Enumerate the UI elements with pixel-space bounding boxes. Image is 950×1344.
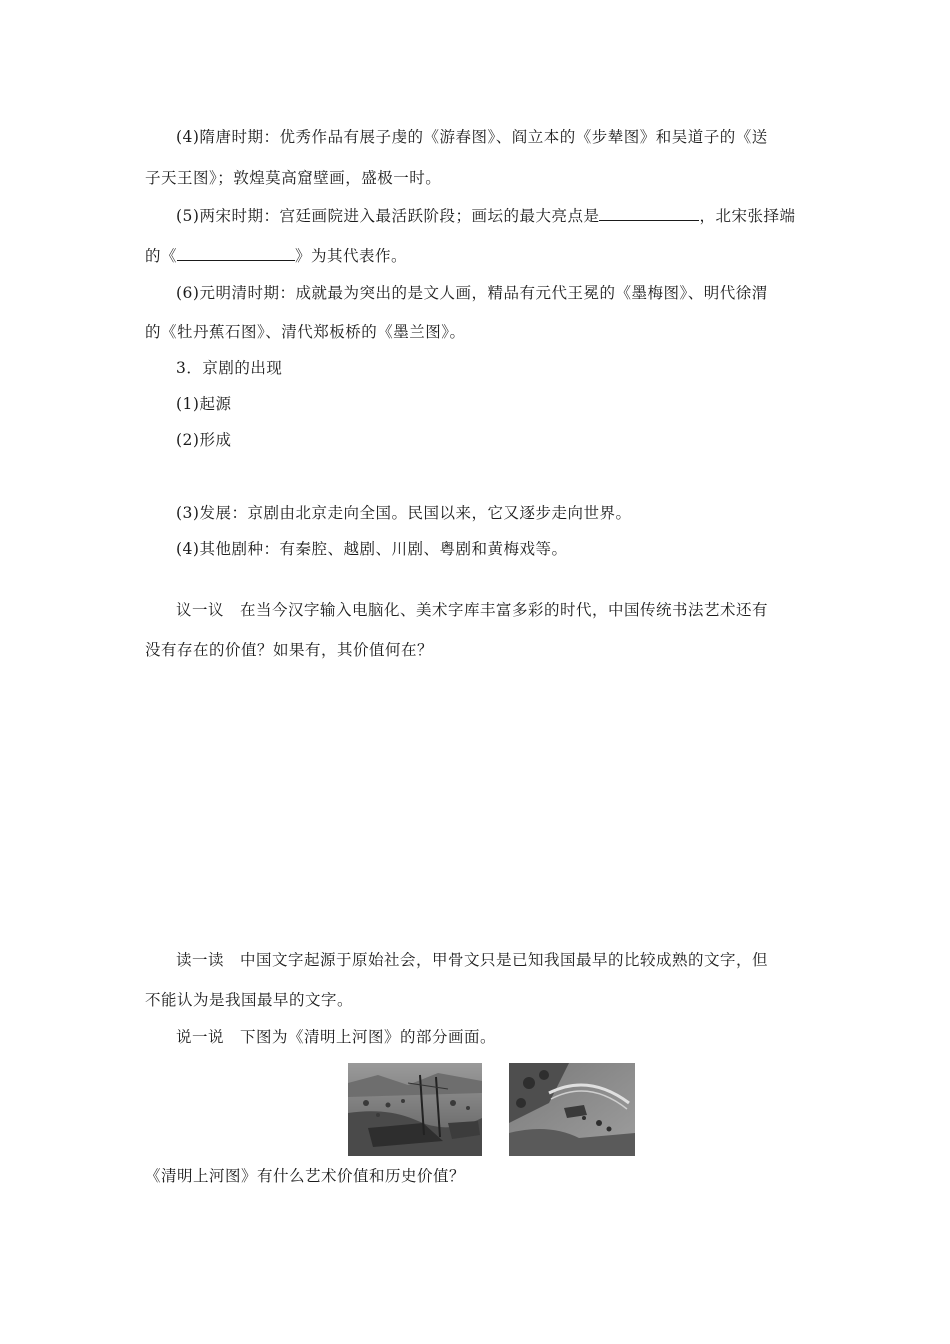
item-other-operas: (4)其他剧种：有秦腔、越剧、川剧、粤剧和黄梅戏等。 bbox=[176, 540, 568, 558]
say-line1: 说一说 下图为《清明上河图》的部分画面。 bbox=[176, 1028, 497, 1046]
read-line2: 不能认为是我国最早的文字。 bbox=[145, 991, 354, 1009]
para-song-text-a: (5)两宋时期：宫廷画院进入最活跃阶段；画坛的最大亮点是 bbox=[176, 207, 600, 225]
say-question: 《清明上河图》有什么艺术价值和历史价值？ bbox=[145, 1167, 466, 1185]
para-sui-tang-line1: (4)隋唐时期：优秀作品有展子虔的《游春图》、阎立本的《步辇图》和吴道子的《送 bbox=[176, 128, 768, 146]
para-song-text-d: 》为其代表作。 bbox=[295, 247, 408, 265]
para-sui-tang-line2: 子天王图》；敦煌莫高窟壁画，盛极一时。 bbox=[145, 169, 442, 187]
item-origin: (1)起源 bbox=[176, 395, 232, 413]
qingming-painting-image-1 bbox=[348, 1063, 482, 1156]
discuss-line1: 议一议 在当今汉字输入电脑化、美术字库丰富多彩的时代，中国传统书法艺术还有 bbox=[176, 601, 769, 619]
fill-blank-2[interactable] bbox=[177, 245, 295, 261]
qingming-painting-image-2 bbox=[509, 1063, 635, 1156]
section-heading-peking-opera: 3．京剧的出现 bbox=[176, 359, 283, 377]
fill-blank-1[interactable] bbox=[599, 205, 699, 221]
para-song-text-c: 的《 bbox=[145, 247, 178, 265]
para-song-line1 bbox=[176, 205, 795, 226]
discuss-line2: 没有存在的价值？如果有，其价值何在？ bbox=[145, 641, 434, 659]
para-yuan-ming-qing-line2: 的《牡丹蕉石图》、清代郑板桥的《墨兰图》。 bbox=[145, 323, 466, 341]
item-formation: (2)形成 bbox=[176, 431, 232, 449]
para-yuan-ming-qing-line1: (6)元明清时期：成就最为突出的是文人画，精品有元代王冕的《墨梅图》、明代徐渭 bbox=[176, 284, 768, 302]
para-song-line2 bbox=[145, 245, 407, 266]
para-song-text-b: ，北宋张择端 bbox=[699, 207, 796, 225]
item-development: (3)发展：京剧由北京走向全国。民国以来，它又逐步走向世界。 bbox=[176, 504, 632, 522]
read-line1: 读一读 中国文字起源于原始社会，甲骨文只是已知我国最早的比较成熟的文字，但 bbox=[176, 951, 769, 969]
